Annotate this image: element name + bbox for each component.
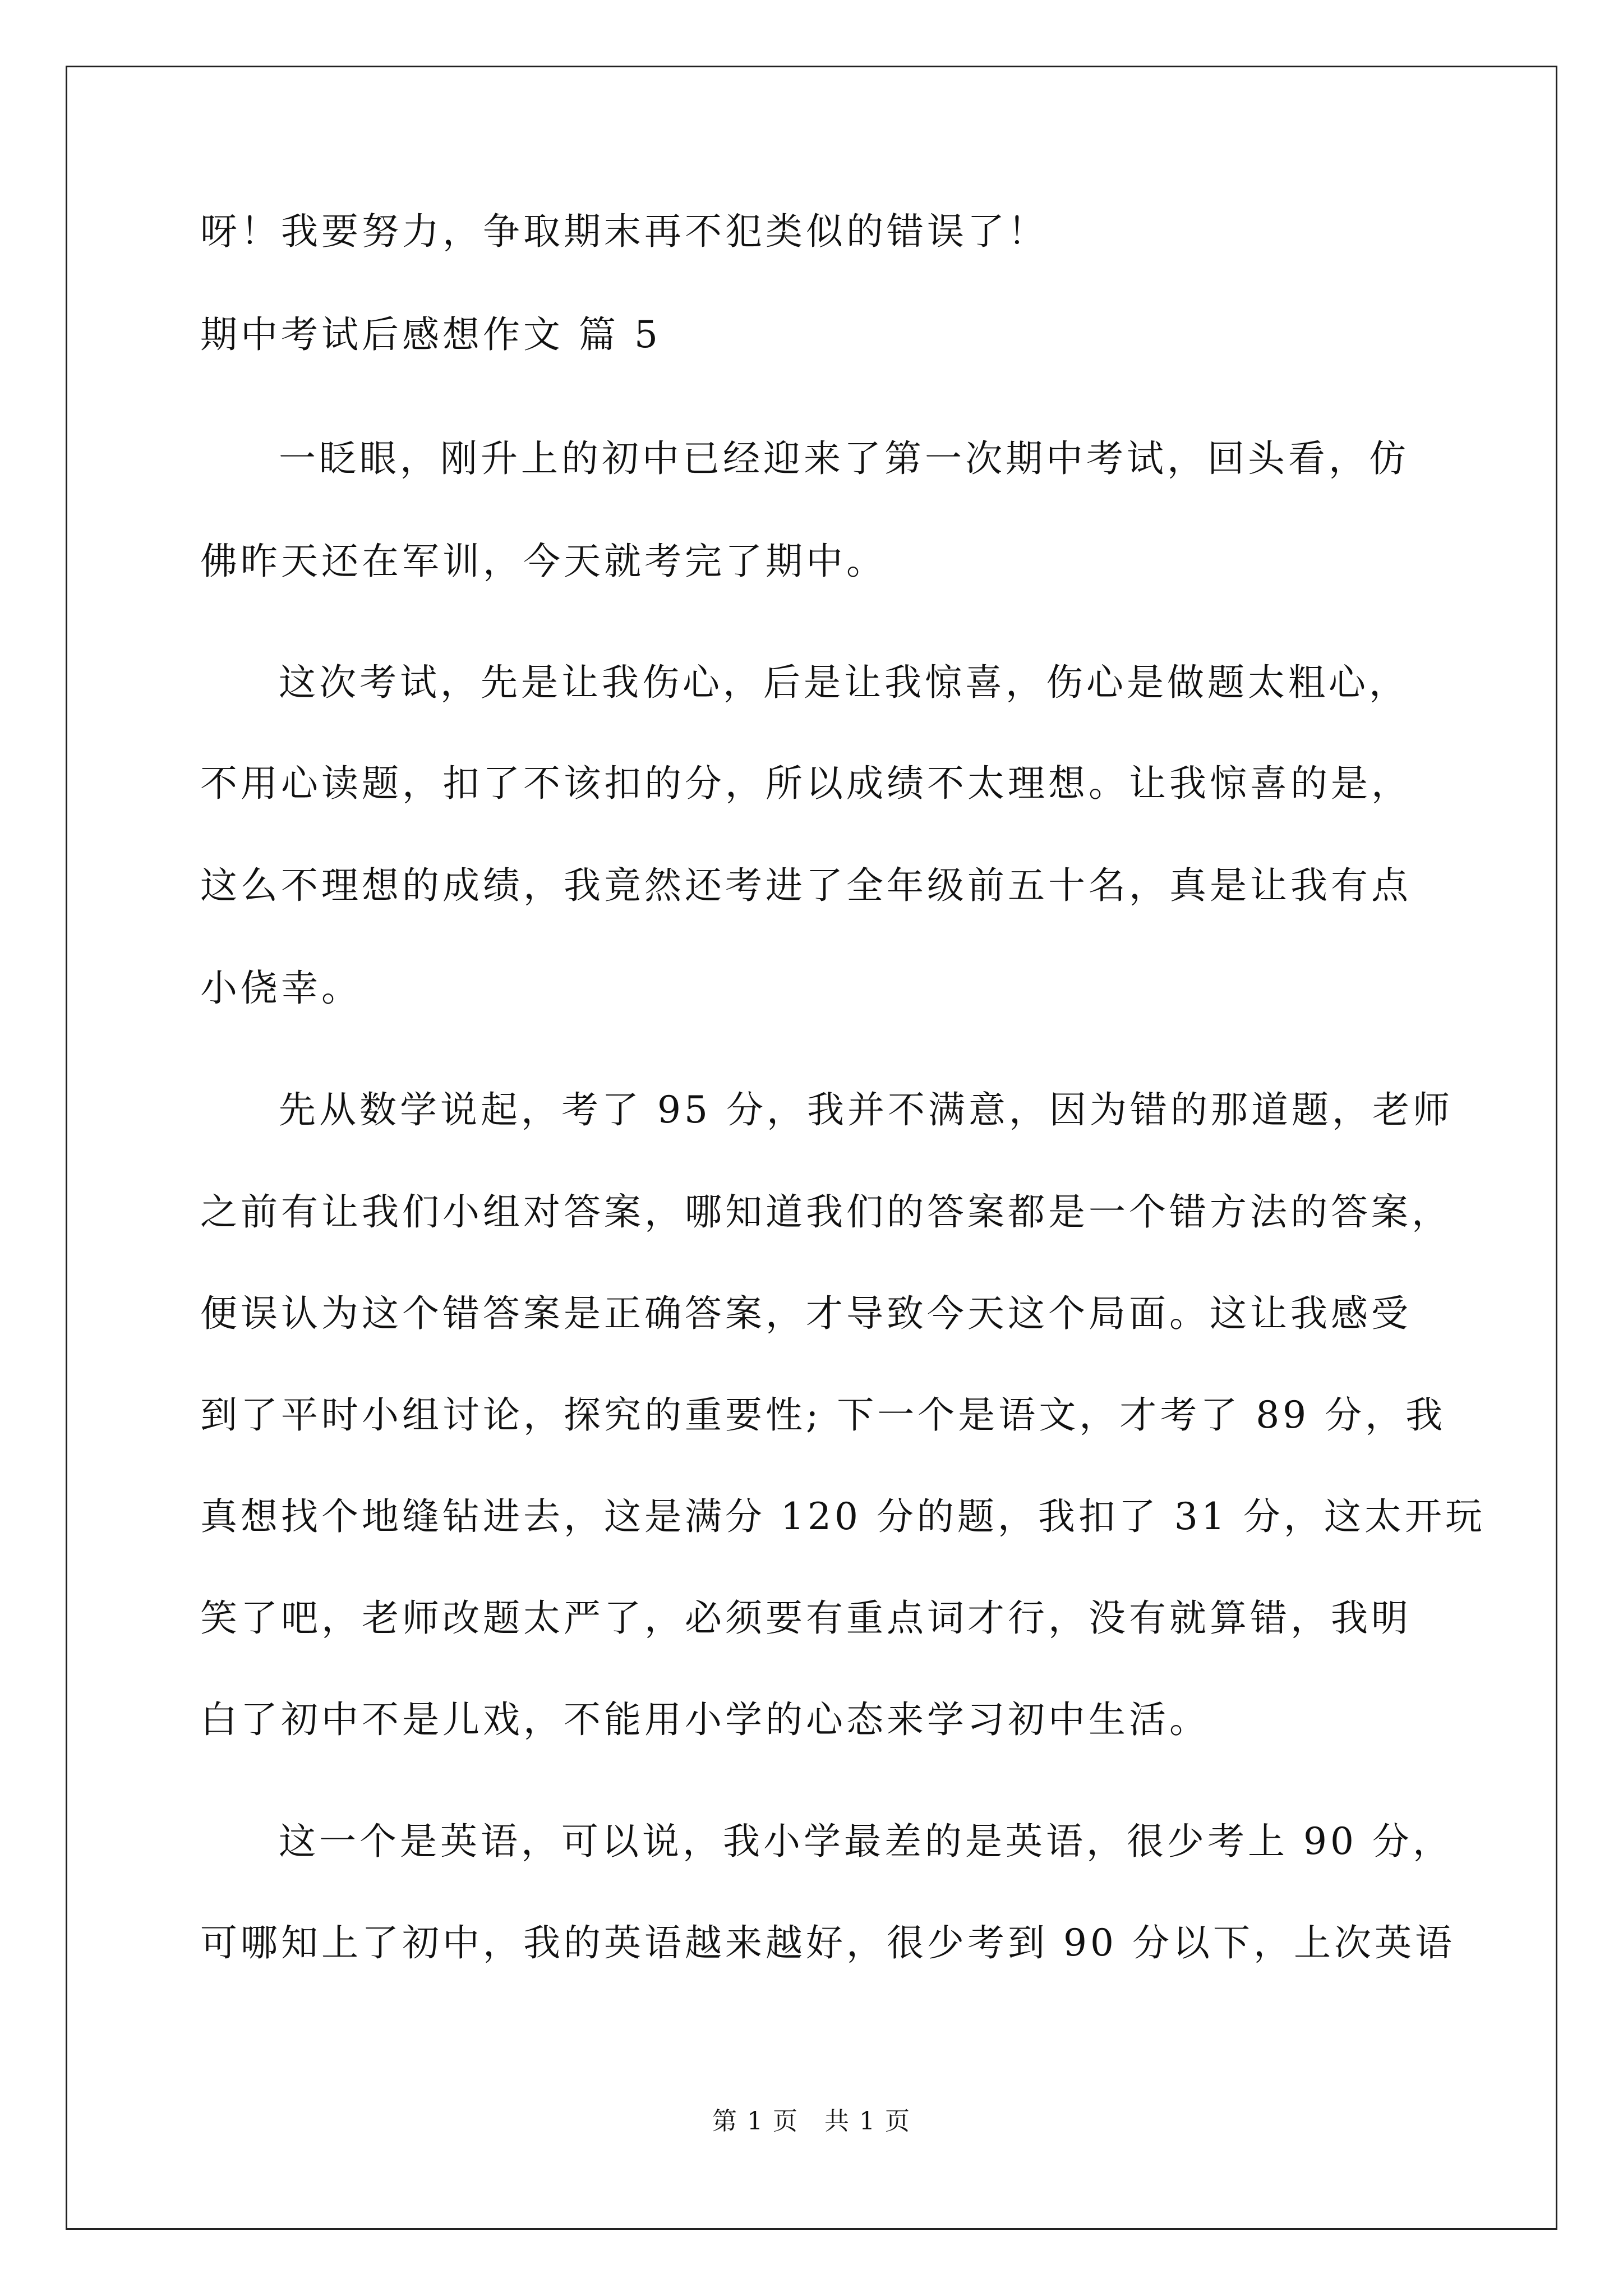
paragraph-line: 这一个是英语，可以说，我小学最差的是英语，很少考上 90 分， — [279, 1820, 1453, 1863]
paragraph-line: 先从数学说起，考了 95 分，我并不满意，因为错的那道题，老师 — [279, 1088, 1453, 1131]
paragraph-line: 这次考试，先是让我伤心，后是让我惊喜，伤心是做题太粗心， — [279, 661, 1409, 704]
paragraph-line: 真想找个地缝钻进去，这是满分 120 分的题，我扣了 31 分，这太开玩 — [200, 1495, 1486, 1538]
paragraph-line: 白了初中不是儿戏，不能用小学的心态来学习初中生活。 — [200, 1698, 1210, 1741]
text-line: 呀！我要努力，争取期末再不犯类似的错误了！ — [200, 210, 1048, 253]
page-border — [66, 66, 1557, 2230]
paragraph-line: 之前有让我们小组对答案，哪知道我们的答案都是一个错方法的答案， — [200, 1190, 1452, 1234]
section-heading: 期中考试后感想作文 篇 5 — [200, 313, 661, 356]
paragraph-line: 小侥幸。 — [200, 967, 362, 1010]
paragraph-line: 便误认为这个错答案是正确答案，才导致今天这个局面。这让我感受 — [200, 1292, 1412, 1335]
paragraph-line: 一眨眼，刚升上的初中已经迎来了第一次期中考试，回头看，仿 — [279, 437, 1409, 480]
paragraph-line: 可哪知上了初中，我的英语越来越好，很少考到 90 分以下，上次英语 — [200, 1921, 1455, 1964]
paragraph-line: 佛昨天还在军训，今天就考完了期中。 — [200, 540, 887, 583]
paragraph-line: 这么不理想的成绩，我竟然还考进了全年级前五十名，真是让我有点 — [200, 864, 1412, 907]
paragraph-line: 到了平时小组讨论，探究的重要性; 下一个是语文，才考了 89 分，我 — [200, 1393, 1446, 1437]
paragraph-line: 笑了吧，老师改题太严了，必须要有重点词才行，没有就算错，我明 — [200, 1596, 1412, 1640]
page-number-footer: 第 1 页 共 1 页 — [712, 2107, 911, 2136]
paragraph-line: 不用心读题，扣了不该扣的分，所以成绩不太理想。让我惊喜的是， — [200, 762, 1412, 805]
